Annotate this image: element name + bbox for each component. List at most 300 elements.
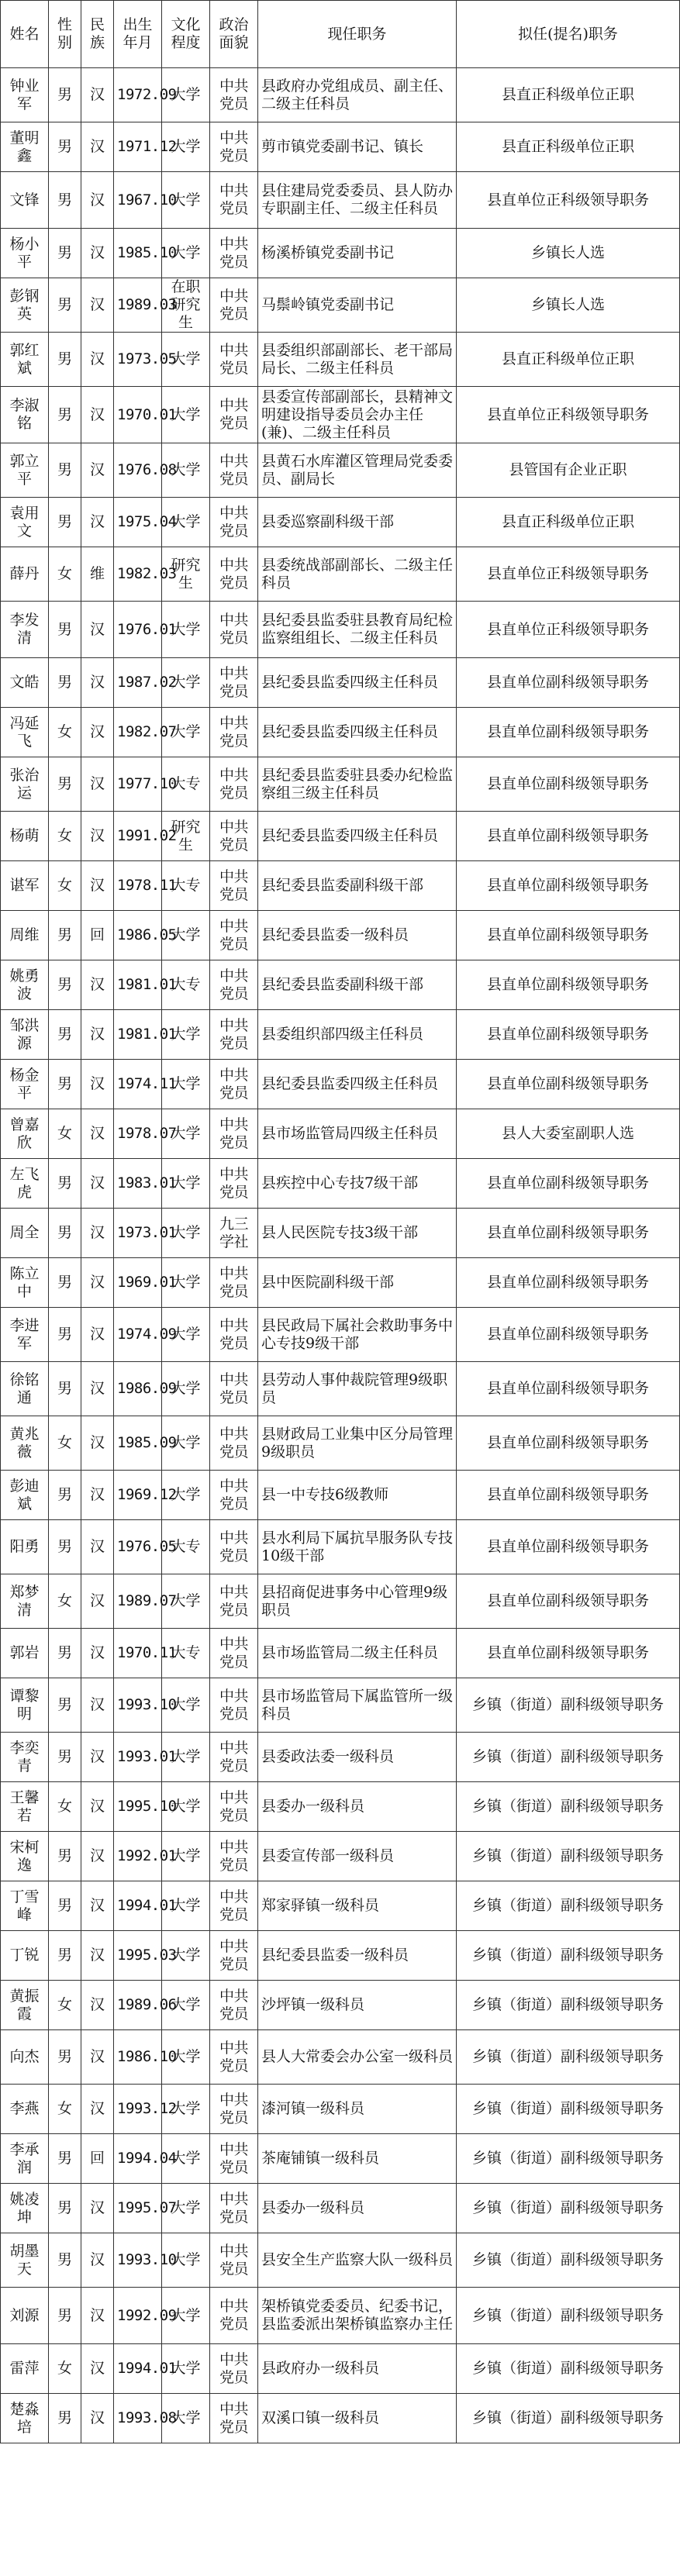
cell-sex: 男 xyxy=(49,122,81,172)
cell-ethnicity: 汉 xyxy=(81,1678,114,1733)
cell-current-position: 漆河镇一级科员 xyxy=(258,2085,457,2134)
table-row xyxy=(1,2344,680,2394)
cell-proposed-position: 乡镇（街道）副科级领导职务 xyxy=(457,1931,680,1981)
table-row xyxy=(1,122,680,172)
cell-birth: 1993.12 xyxy=(114,2085,162,2134)
table-row xyxy=(1,1733,680,1782)
table-row xyxy=(1,547,680,602)
cell-birth: 1991.02 xyxy=(114,812,162,861)
cell-birth: 1983.01 xyxy=(114,1159,162,1209)
header-name: 姓名 xyxy=(1,1,49,68)
cell-ethnicity: 汉 xyxy=(81,1209,114,1258)
cell-name: 阳勇 xyxy=(1,1520,49,1574)
cell-current-position: 县纪委县监委副科级干部 xyxy=(258,861,457,911)
cell-education: 大学 xyxy=(162,498,210,547)
table-row xyxy=(1,2288,680,2344)
cell-party: 九三学社 xyxy=(210,1209,258,1258)
cell-education: 大学 xyxy=(162,1981,210,2030)
cell-sex: 女 xyxy=(49,1782,81,1832)
cell-birth: 1978.07 xyxy=(114,1109,162,1159)
cell-birth: 1995.03 xyxy=(114,1931,162,1981)
cell-name: 郑梦清 xyxy=(1,1574,49,1629)
cell-party: 中共党员 xyxy=(210,757,258,812)
cell-birth: 1974.09 xyxy=(114,1308,162,1362)
cell-education: 大学 xyxy=(162,1159,210,1209)
cell-proposed-position: 乡镇（街道）副科级领导职务 xyxy=(457,2085,680,2134)
cell-proposed-position: 乡镇（街道）副科级领导职务 xyxy=(457,1678,680,1733)
cell-sex: 女 xyxy=(49,1981,81,2030)
cell-current-position: 剪市镇党委副书记、镇长 xyxy=(258,122,457,172)
cell-current-position: 县委统战部副部长、二级主任科员 xyxy=(258,547,457,602)
cell-sex: 女 xyxy=(49,1416,81,1471)
cell-education: 大学 xyxy=(162,911,210,960)
cell-birth: 1993.01 xyxy=(114,1733,162,1782)
table-row xyxy=(1,960,680,1010)
cell-ethnicity: 汉 xyxy=(81,2233,114,2288)
cell-name: 周维 xyxy=(1,911,49,960)
cell-sex: 男 xyxy=(49,2288,81,2344)
cell-name: 丁锐 xyxy=(1,1931,49,1981)
cell-sex: 女 xyxy=(49,2344,81,2394)
cell-current-position: 县纪委县监委四级主任科员 xyxy=(258,708,457,757)
cell-party: 中共党员 xyxy=(210,68,258,122)
cell-sex: 男 xyxy=(49,911,81,960)
table-row xyxy=(1,172,680,229)
cell-birth: 1970.01 xyxy=(114,387,162,443)
cell-current-position: 县市场监管局四级主任科员 xyxy=(258,1109,457,1159)
cell-ethnicity: 汉 xyxy=(81,498,114,547)
cell-ethnicity: 汉 xyxy=(81,2085,114,2134)
cell-ethnicity: 汉 xyxy=(81,1981,114,2030)
cell-name: 左飞虎 xyxy=(1,1159,49,1209)
cell-current-position: 双溪口镇一级科员 xyxy=(258,2394,457,2443)
cell-name: 陈立中 xyxy=(1,1258,49,1308)
table-row xyxy=(1,229,680,278)
cell-party: 中共党员 xyxy=(210,122,258,172)
cell-name: 董明鑫 xyxy=(1,122,49,172)
cell-birth: 1972.09 xyxy=(114,68,162,122)
cell-sex: 男 xyxy=(49,1931,81,1981)
cell-current-position: 马鬃岭镇党委副书记 xyxy=(258,278,457,333)
cell-name: 文皓 xyxy=(1,658,49,708)
cell-ethnicity: 汉 xyxy=(81,1520,114,1574)
cell-ethnicity: 汉 xyxy=(81,333,114,387)
cell-education: 大学 xyxy=(162,1733,210,1782)
cell-current-position: 县市场监管局二级主任科员 xyxy=(258,1629,457,1678)
cell-proposed-position: 县直单位正科级领导职务 xyxy=(457,387,680,443)
cell-current-position: 县住建局党委委员、县人防办专职副主任、二级主任科员 xyxy=(258,172,457,229)
cell-sex: 男 xyxy=(49,2233,81,2288)
cell-name: 李燕 xyxy=(1,2085,49,2134)
cell-education: 大学 xyxy=(162,2394,210,2443)
cell-education: 大学 xyxy=(162,1209,210,1258)
cell-education: 大学 xyxy=(162,1010,210,1060)
cell-education: 大学 xyxy=(162,122,210,172)
cell-birth: 1994.01 xyxy=(114,1881,162,1931)
table-row xyxy=(1,1782,680,1832)
cell-proposed-position: 县直单位副科级领导职务 xyxy=(457,911,680,960)
cell-birth: 1994.01 xyxy=(114,2344,162,2394)
cell-ethnicity: 汉 xyxy=(81,602,114,658)
cell-proposed-position: 乡镇（街道）副科级领导职务 xyxy=(457,1881,680,1931)
table-row xyxy=(1,2233,680,2288)
cell-sex: 男 xyxy=(49,757,81,812)
cell-proposed-position: 县直单位副科级领导职务 xyxy=(457,861,680,911)
cell-party: 中共党员 xyxy=(210,1629,258,1678)
table-row xyxy=(1,2030,680,2085)
cell-birth: 1993.10 xyxy=(114,1678,162,1733)
cell-party: 中共党员 xyxy=(210,2233,258,2288)
cell-name: 彭钢英 xyxy=(1,278,49,333)
cell-current-position: 县纪委县监委一级科员 xyxy=(258,1931,457,1981)
cell-current-position: 县中医院副科级干部 xyxy=(258,1258,457,1308)
cell-birth: 1976.08 xyxy=(114,443,162,498)
cell-birth: 1995.07 xyxy=(114,2184,162,2233)
cell-name: 张治运 xyxy=(1,757,49,812)
table-row xyxy=(1,1574,680,1629)
cell-sex: 男 xyxy=(49,2184,81,2233)
cell-sex: 男 xyxy=(49,229,81,278)
cell-sex: 男 xyxy=(49,1881,81,1931)
cell-birth: 1976.05 xyxy=(114,1520,162,1574)
cell-birth: 1974.11 xyxy=(114,1060,162,1109)
cell-current-position: 县民政局下属社会救助事务中心专技9级干部 xyxy=(258,1308,457,1362)
cell-birth: 1989.07 xyxy=(114,1574,162,1629)
cell-proposed-position: 县直单位副科级领导职务 xyxy=(457,1471,680,1520)
cell-ethnicity: 汉 xyxy=(81,1733,114,1782)
table-row xyxy=(1,1109,680,1159)
cell-current-position: 县劳动人事仲裁院管理9级职员 xyxy=(258,1362,457,1416)
cell-birth: 1992.09 xyxy=(114,2288,162,2344)
table-row xyxy=(1,1678,680,1733)
cell-proposed-position: 县直单位副科级领导职务 xyxy=(457,757,680,812)
cell-current-position: 杨溪桥镇党委副书记 xyxy=(258,229,457,278)
cell-sex: 男 xyxy=(49,1362,81,1416)
cell-ethnicity: 汉 xyxy=(81,1308,114,1362)
cell-sex: 男 xyxy=(49,1159,81,1209)
cell-sex: 女 xyxy=(49,1109,81,1159)
cell-education: 大学 xyxy=(162,1060,210,1109)
cell-education: 大学 xyxy=(162,2288,210,2344)
cell-party: 中共党员 xyxy=(210,1832,258,1881)
cell-ethnicity: 汉 xyxy=(81,1471,114,1520)
cell-party: 中共党员 xyxy=(210,1931,258,1981)
cell-current-position: 架桥镇党委委员、纪委书记，县监委派出架桥镇监察办主任 xyxy=(258,2288,457,2344)
cell-proposed-position: 县人大委室副职人选 xyxy=(457,1109,680,1159)
cell-current-position: 县招商促进事务中心管理9级职员 xyxy=(258,1574,457,1629)
cell-education: 大学 xyxy=(162,2134,210,2184)
cell-sex: 女 xyxy=(49,1574,81,1629)
table-row xyxy=(1,1362,680,1416)
table-row xyxy=(1,1832,680,1881)
table-row xyxy=(1,1258,680,1308)
cell-name: 郭岩 xyxy=(1,1629,49,1678)
cell-birth: 1977.10 xyxy=(114,757,162,812)
cell-proposed-position: 县直正科级单位正职 xyxy=(457,68,680,122)
table-row xyxy=(1,1629,680,1678)
cell-education: 大学 xyxy=(162,2184,210,2233)
cell-education: 大学 xyxy=(162,443,210,498)
cell-birth: 1989.06 xyxy=(114,1981,162,2030)
cell-current-position: 县委办一级科员 xyxy=(258,1782,457,1832)
cell-sex: 男 xyxy=(49,1832,81,1881)
cell-name: 向杰 xyxy=(1,2030,49,2085)
cell-name: 李发清 xyxy=(1,602,49,658)
table-row xyxy=(1,1416,680,1471)
table-row xyxy=(1,333,680,387)
cell-party: 中共党员 xyxy=(210,443,258,498)
cell-ethnicity: 汉 xyxy=(81,861,114,911)
cell-party: 中共党员 xyxy=(210,1159,258,1209)
cell-ethnicity: 回 xyxy=(81,911,114,960)
cell-proposed-position: 县直单位副科级领导职务 xyxy=(457,1010,680,1060)
cell-name: 杨金平 xyxy=(1,1060,49,1109)
cell-current-position: 县纪委县监委一级科员 xyxy=(258,911,457,960)
cell-party: 中共党员 xyxy=(210,1574,258,1629)
cell-education: 大学 xyxy=(162,229,210,278)
cell-proposed-position: 县直正科级单位正职 xyxy=(457,498,680,547)
table-row xyxy=(1,708,680,757)
cell-sex: 男 xyxy=(49,333,81,387)
cell-current-position: 县水利局下属抗旱服务队专技10级干部 xyxy=(258,1520,457,1574)
cell-education: 在职研究生 xyxy=(162,278,210,333)
cell-current-position: 县委巡察副科级干部 xyxy=(258,498,457,547)
cell-education: 研究生 xyxy=(162,547,210,602)
cell-birth: 1976.01 xyxy=(114,602,162,658)
cell-ethnicity: 汉 xyxy=(81,1416,114,1471)
cell-proposed-position: 乡镇（街道）副科级领导职务 xyxy=(457,2344,680,2394)
cell-current-position: 县委组织部副部长、老干部局局长、二级主任科员 xyxy=(258,333,457,387)
cell-name: 杨小平 xyxy=(1,229,49,278)
cell-current-position: 沙坪镇一级科员 xyxy=(258,1981,457,2030)
cell-sex: 男 xyxy=(49,68,81,122)
cell-current-position: 县纪委县监委四级主任科员 xyxy=(258,658,457,708)
cell-ethnicity: 汉 xyxy=(81,757,114,812)
cell-party: 中共党员 xyxy=(210,812,258,861)
cell-birth: 1993.10 xyxy=(114,2233,162,2288)
cell-birth: 1995.10 xyxy=(114,1782,162,1832)
cell-party: 中共党员 xyxy=(210,1308,258,1362)
cell-name: 姚凌坤 xyxy=(1,2184,49,2233)
table-row xyxy=(1,602,680,658)
cell-birth: 1971.12 xyxy=(114,122,162,172)
cell-current-position: 县安全生产监察大队一级科员 xyxy=(258,2233,457,2288)
cell-proposed-position: 县直单位正科级领导职务 xyxy=(457,547,680,602)
cell-ethnicity: 汉 xyxy=(81,1574,114,1629)
cell-education: 大学 xyxy=(162,2085,210,2134)
cell-proposed-position: 县直单位副科级领导职务 xyxy=(457,658,680,708)
cell-party: 中共党员 xyxy=(210,1471,258,1520)
table-row xyxy=(1,498,680,547)
cell-sex: 女 xyxy=(49,2085,81,2134)
cell-sex: 男 xyxy=(49,2394,81,2443)
header-birth: 出生年月 xyxy=(114,1,162,68)
cell-party: 中共党员 xyxy=(210,172,258,229)
cell-name: 薛丹 xyxy=(1,547,49,602)
cell-party: 中共党员 xyxy=(210,1416,258,1471)
cell-sex: 男 xyxy=(49,1060,81,1109)
header-ethnicity: 民族 xyxy=(81,1,114,68)
cell-party: 中共党员 xyxy=(210,2184,258,2233)
cell-proposed-position: 乡镇（街道）副科级领导职务 xyxy=(457,2288,680,2344)
cell-sex: 女 xyxy=(49,812,81,861)
cell-education: 大学 xyxy=(162,658,210,708)
cell-education: 大学 xyxy=(162,602,210,658)
table-row xyxy=(1,658,680,708)
cell-education: 大学 xyxy=(162,1832,210,1881)
table-row xyxy=(1,278,680,333)
cell-education: 大专 xyxy=(162,757,210,812)
cell-ethnicity: 汉 xyxy=(81,1362,114,1416)
cell-party: 中共党员 xyxy=(210,1520,258,1574)
cell-current-position: 县一中专技6级教师 xyxy=(258,1471,457,1520)
cell-name: 刘源 xyxy=(1,2288,49,2344)
table-row xyxy=(1,2085,680,2134)
cell-name: 郭立平 xyxy=(1,443,49,498)
cell-proposed-position: 县直单位正科级领导职务 xyxy=(457,172,680,229)
cell-sex: 女 xyxy=(49,708,81,757)
cell-education: 大学 xyxy=(162,1574,210,1629)
cell-proposed-position: 县直正科级单位正职 xyxy=(457,333,680,387)
table-row xyxy=(1,757,680,812)
cell-party: 中共党员 xyxy=(210,2288,258,2344)
cell-birth: 1992.01 xyxy=(114,1832,162,1881)
cell-education: 大学 xyxy=(162,333,210,387)
cell-education: 大学 xyxy=(162,1362,210,1416)
cell-name: 袁用文 xyxy=(1,498,49,547)
cell-education: 大学 xyxy=(162,1109,210,1159)
cell-ethnicity: 汉 xyxy=(81,68,114,122)
cell-birth: 1994.04 xyxy=(114,2134,162,2184)
table-row xyxy=(1,1881,680,1931)
cell-name: 王馨若 xyxy=(1,1782,49,1832)
cell-sex: 男 xyxy=(49,1678,81,1733)
cell-ethnicity: 汉 xyxy=(81,1629,114,1678)
cell-sex: 男 xyxy=(49,443,81,498)
cell-current-position: 县委办一级科员 xyxy=(258,2184,457,2233)
cell-proposed-position: 乡镇（街道）副科级领导职务 xyxy=(457,1733,680,1782)
cell-proposed-position: 乡镇（街道）副科级领导职务 xyxy=(457,2184,680,2233)
cell-ethnicity: 汉 xyxy=(81,2288,114,2344)
cell-party: 中共党员 xyxy=(210,2030,258,2085)
cell-name: 谌军 xyxy=(1,861,49,911)
table-body xyxy=(1,68,680,2443)
cell-proposed-position: 县直单位副科级领导职务 xyxy=(457,1362,680,1416)
cell-education: 大专 xyxy=(162,1520,210,1574)
table-row xyxy=(1,1520,680,1574)
cell-education: 大学 xyxy=(162,2030,210,2085)
cell-name: 彭迪斌 xyxy=(1,1471,49,1520)
cell-party: 中共党员 xyxy=(210,1981,258,2030)
cell-sex: 女 xyxy=(49,547,81,602)
cell-ethnicity: 汉 xyxy=(81,2030,114,2085)
cell-ethnicity: 汉 xyxy=(81,960,114,1010)
cell-current-position: 县黄石水库灌区管理局党委委员、副局长 xyxy=(258,443,457,498)
cell-education: 大学 xyxy=(162,387,210,443)
cell-proposed-position: 县直单位副科级领导职务 xyxy=(457,1258,680,1308)
cell-sex: 男 xyxy=(49,1209,81,1258)
cell-current-position: 县政府办一级科员 xyxy=(258,2344,457,2394)
table-row xyxy=(1,2134,680,2184)
cell-name: 李奕青 xyxy=(1,1733,49,1782)
cell-birth: 1986.10 xyxy=(114,2030,162,2085)
table-row xyxy=(1,911,680,960)
cell-education: 大学 xyxy=(162,172,210,229)
cell-proposed-position: 县直单位副科级领导职务 xyxy=(457,1209,680,1258)
table-row xyxy=(1,1159,680,1209)
cell-education: 大学 xyxy=(162,708,210,757)
cell-ethnicity: 汉 xyxy=(81,658,114,708)
cell-current-position: 茶庵铺镇一级科员 xyxy=(258,2134,457,2184)
cell-current-position: 县委宣传部副部长，县精神文明建设指导委员会办主任(兼)、二级主任科员 xyxy=(258,387,457,443)
cell-name: 曾嘉欣 xyxy=(1,1109,49,1159)
cell-birth: 1982.07 xyxy=(114,708,162,757)
cell-party: 中共党员 xyxy=(210,1010,258,1060)
cell-name: 李承润 xyxy=(1,2134,49,2184)
cell-education: 大学 xyxy=(162,1782,210,1832)
cell-proposed-position: 县直单位正科级领导职务 xyxy=(457,602,680,658)
cell-proposed-position: 县直单位副科级领导职务 xyxy=(457,812,680,861)
cell-sex: 男 xyxy=(49,2030,81,2085)
cell-party: 中共党员 xyxy=(210,708,258,757)
cell-ethnicity: 汉 xyxy=(81,1109,114,1159)
cell-name: 李进军 xyxy=(1,1308,49,1362)
cell-name: 冯延飞 xyxy=(1,708,49,757)
cell-birth: 1993.08 xyxy=(114,2394,162,2443)
cell-party: 中共党员 xyxy=(210,333,258,387)
cell-proposed-position: 乡镇（街道）副科级领导职务 xyxy=(457,2134,680,2184)
cell-proposed-position: 县直单位副科级领导职务 xyxy=(457,1520,680,1574)
cell-current-position: 县委政法委一级科员 xyxy=(258,1733,457,1782)
cell-current-position: 县人大常委会办公室一级科员 xyxy=(258,2030,457,2085)
cell-sex: 男 xyxy=(49,2134,81,2184)
cell-ethnicity: 维 xyxy=(81,547,114,602)
cell-sex: 男 xyxy=(49,1308,81,1362)
table-row xyxy=(1,387,680,443)
cell-current-position: 县纪委县监委驻县委办纪检监察组三级主任科员 xyxy=(258,757,457,812)
cell-education: 大学 xyxy=(162,1678,210,1733)
cell-ethnicity: 汉 xyxy=(81,1010,114,1060)
cell-name: 胡墨天 xyxy=(1,2233,49,2288)
cell-ethnicity: 汉 xyxy=(81,2344,114,2394)
cell-current-position: 县疾控中心专技7级干部 xyxy=(258,1159,457,1209)
cell-sex: 男 xyxy=(49,1733,81,1782)
cell-ethnicity: 汉 xyxy=(81,1159,114,1209)
cell-current-position: 县政府办党组成员、副主任、二级主任科员 xyxy=(258,68,457,122)
table-row xyxy=(1,1981,680,2030)
cell-birth: 1978.11 xyxy=(114,861,162,911)
cell-proposed-position: 县直单位副科级领导职务 xyxy=(457,1308,680,1362)
cell-current-position: 县市场监管局下属监管所一级科员 xyxy=(258,1678,457,1733)
cell-sex: 男 xyxy=(49,1471,81,1520)
cell-sex: 男 xyxy=(49,1010,81,1060)
cell-current-position: 县纪委县监委四级主任科员 xyxy=(258,1060,457,1109)
header-party: 政治面貌 xyxy=(210,1,258,68)
cell-current-position: 县委宣传部一级科员 xyxy=(258,1832,457,1881)
cell-ethnicity: 汉 xyxy=(81,1258,114,1308)
cell-birth: 1986.05 xyxy=(114,911,162,960)
cell-party: 中共党员 xyxy=(210,387,258,443)
cell-proposed-position: 乡镇（街道）副科级领导职务 xyxy=(457,2030,680,2085)
cell-party: 中共党员 xyxy=(210,960,258,1010)
cell-education: 大专 xyxy=(162,960,210,1010)
cell-name: 雷萍 xyxy=(1,2344,49,2394)
cell-party: 中共党员 xyxy=(210,1362,258,1416)
cell-name: 黄兆薇 xyxy=(1,1416,49,1471)
cell-party: 中共党员 xyxy=(210,278,258,333)
cell-proposed-position: 县直单位副科级领导职务 xyxy=(457,1574,680,1629)
table-row xyxy=(1,443,680,498)
